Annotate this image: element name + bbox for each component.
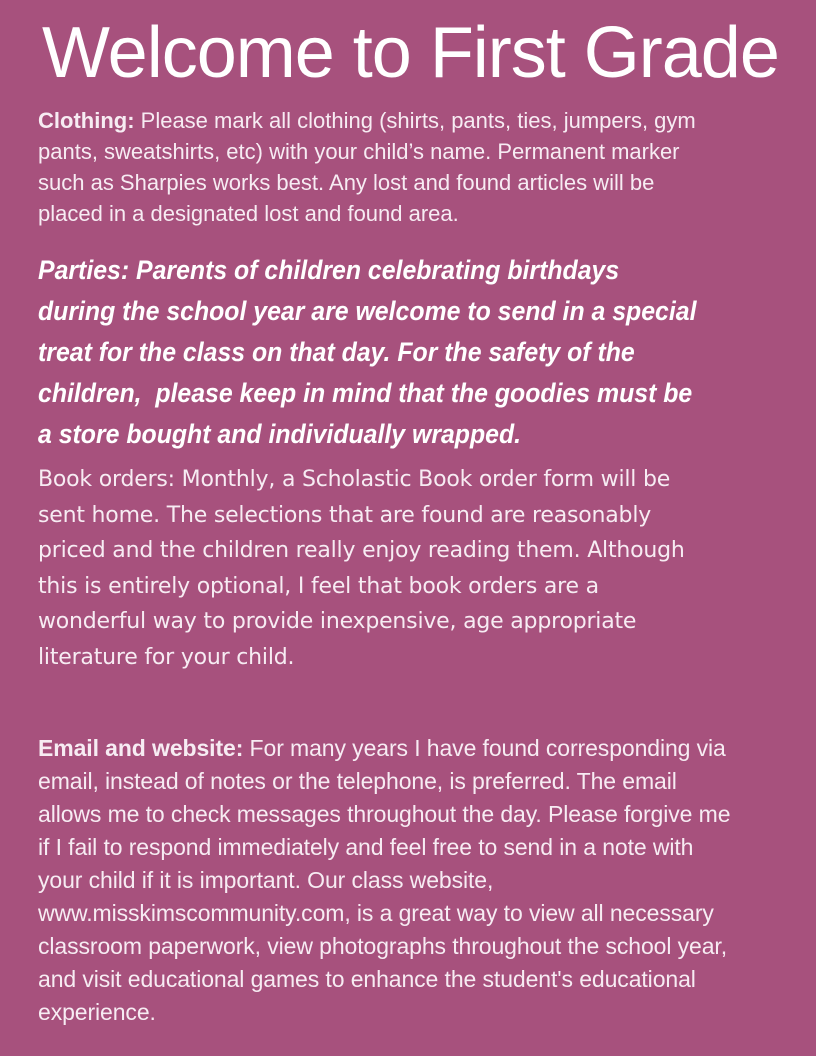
text-line: during the school year are welcome to send in a special — [38, 296, 697, 326]
email-website-paragraph — [38, 732, 792, 1029]
email-line1-text: For many years I have found corresponding via — [243, 735, 726, 761]
text-line: such as Sharpies works best. Any lost and found articles will be — [38, 170, 655, 195]
text-line: email, instead of notes or the telephone, is preferred. The email — [38, 768, 677, 794]
text-line: placed in a designated lost and found area. — [38, 201, 459, 226]
text-line: classroom paperwork, view photographs throughout the school year, — [38, 933, 728, 959]
text-line: pants, sweatshirts, etc) with your child’s name. Permanent marker — [38, 139, 680, 164]
parties-lines — [38, 250, 732, 455]
text-line: literature for your child. — [38, 644, 295, 670]
clothing-lines — [38, 136, 792, 229]
clothing-first-line — [38, 105, 792, 136]
text-line: children, please keep in mind that the goodies must be — [38, 378, 693, 408]
text-line: and visit educational games to enhance the student's educational — [38, 966, 696, 992]
text-line: a store bought and individually wrapped. — [38, 419, 522, 449]
text-line: www.misskimscommunity.com, is a great way to view all necessary — [38, 900, 714, 926]
text-line: this is entirely optional, I feel that book orders are a — [38, 573, 599, 599]
text-line: if I fail to respond immediately and feel free to send in a note with — [38, 834, 694, 860]
email-first-line — [38, 732, 792, 765]
text-line: allows me to check messages throughout the day. Please forgive me — [38, 801, 731, 827]
book-orders-paragraph — [38, 462, 792, 675]
text-line: wonderful way to provide inexpensive, age appropriate — [38, 609, 637, 634]
clothing-label: Clothing: — [38, 108, 135, 133]
clothing-line1-text: Please mark all clothing (shirts, pants, ties, jumpers, gym — [134, 108, 696, 133]
book-orders-lines — [38, 462, 792, 675]
text-line: Book orders: Monthly, a Scholastic Book order form will be — [38, 467, 671, 492]
text-line: your child if it is important. Our class website, — [38, 867, 494, 893]
text-line: priced and the children really enjoy reading them. Although — [38, 538, 685, 563]
text-line: Parties: Parents of children celebrating birthdays — [38, 255, 620, 285]
parties-paragraph — [38, 250, 732, 455]
clothing-paragraph — [38, 105, 792, 229]
text-line: treat for the class on that day. For the safety of the — [38, 337, 635, 367]
text-line: sent home. The selections that are found are reasonably — [38, 502, 652, 528]
email-website-label: Email and website: — [38, 735, 244, 761]
email-lines — [38, 765, 792, 1029]
page-title: Welcome to First Grade — [42, 13, 779, 93]
text-line: experience. — [38, 999, 156, 1025]
